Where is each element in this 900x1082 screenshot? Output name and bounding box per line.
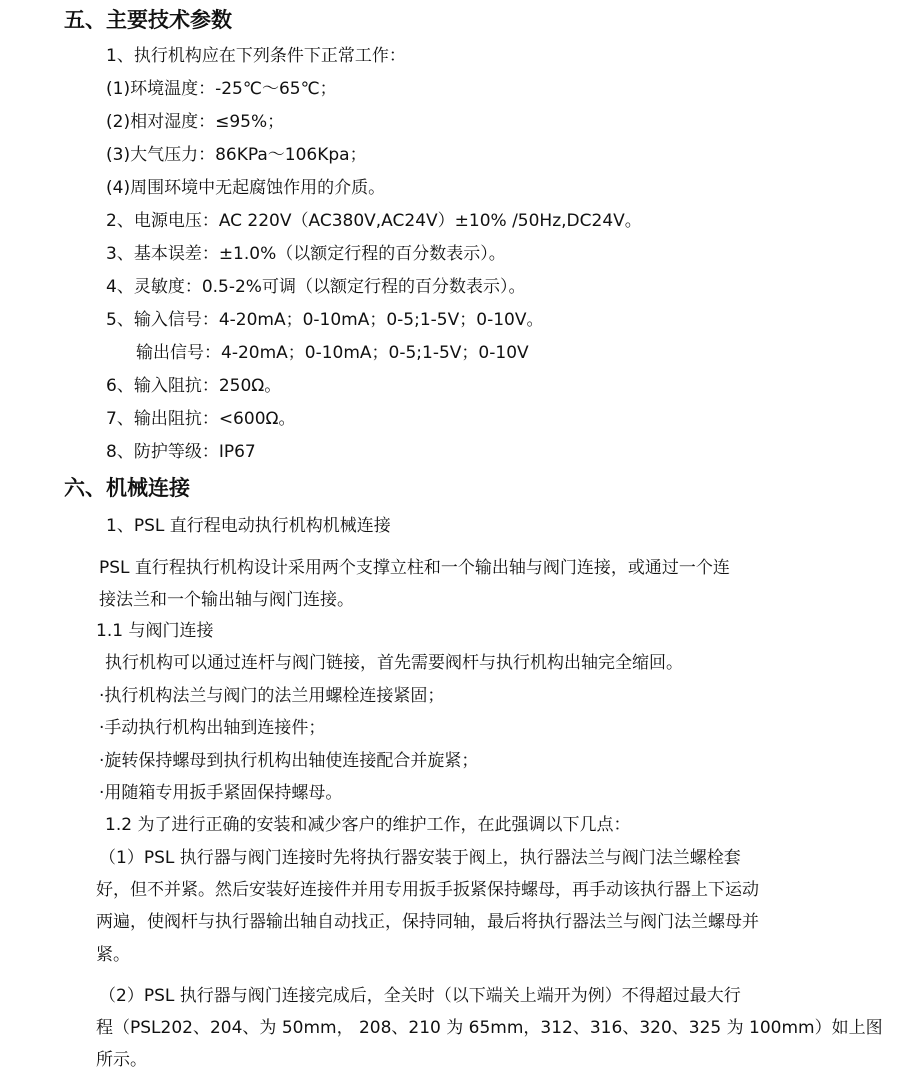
text-line: 程（PSL202、204、为 50mm， 208、210 为 65mm，312、316、320、325 为 100mm）如上图 xyxy=(96,1018,883,1038)
list-item: ·手动执行机构出轴到连接件； xyxy=(99,718,326,738)
section-heading-6: 六、机械连接 xyxy=(64,476,190,500)
text-line: 所示。 xyxy=(96,1050,147,1070)
text-line: （2）PSL 执行器与阀门连接完成后，全关时（以下端关上端开为例）不得超过最大行 xyxy=(99,986,741,1006)
text-line: 两遍，使阀杆与执行器输出轴自动找正，保持同轴，最后将执行器法兰与阀门法兰螺母并 xyxy=(96,912,759,932)
text-line: (1)环境温度：-25℃～65℃； xyxy=(106,79,337,99)
text-line: 好，但不并紧。然后安装好连接件并用专用扳手扳紧保持螺母，再手动该执行器上下运动 xyxy=(96,880,759,900)
text-line: 接法兰和一个输出轴与阀门连接。 xyxy=(99,590,354,610)
text-line: 1、执行机构应在下列条件下正常工作： xyxy=(106,46,406,66)
text-line: 执行机构可以通过连杆与阀门链接，首先需要阀杆与执行机构出轴完全缩回。 xyxy=(105,653,683,673)
text-line: （1）PSL 执行器与阀门连接时先将执行器安装于阀上，执行器法兰与阀门法兰螺栓套 xyxy=(99,848,741,868)
text-line: (2)相对湿度：≤95%； xyxy=(106,112,285,132)
text-line: 7、输出阻抗：<600Ω。 xyxy=(106,409,296,429)
text-line: 输出信号：4-20mA；0-10mA；0-5;1-5V；0-10V xyxy=(136,343,529,363)
list-item: ·旋转保持螺母到执行机构出轴使连接配合并旋紧； xyxy=(99,751,479,771)
text-line: (3)大气压力：86KPa～106Kpa； xyxy=(106,145,367,165)
text-line: 3、基本误差：±1.0%（以额定行程的百分数表示）。 xyxy=(106,244,506,264)
list-item: ·执行机构法兰与阀门的法兰用螺栓连接紧固； xyxy=(99,686,445,706)
text-line: 紧。 xyxy=(96,945,130,965)
text-line: 5、输入信号：4-20mA；0-10mA；0-5;1-5V；0-10V。 xyxy=(106,310,544,330)
text-line: (4)周围环境中无起腐蚀作用的介质。 xyxy=(106,178,386,198)
text-line: 8、防护等级：IP67 xyxy=(106,442,256,462)
text-line: 6、输入阻抗：250Ω。 xyxy=(106,376,282,396)
text-line: PSL 直行程执行机构设计采用两个支撑立柱和一个输出轴与阀门连接，或通过一个连 xyxy=(99,558,730,578)
text-line: 2、电源电压：AC 220V（AC380V,AC24V）±10% /50Hz,DC24V。 xyxy=(106,211,642,231)
text-line: 1.1 与阀门连接 xyxy=(96,621,214,641)
list-item: ·用随箱专用扳手紧固保持螺母。 xyxy=(99,783,343,803)
text-line: 1、PSL 直行程电动执行机构机械连接 xyxy=(106,516,391,536)
text-line: 1.2 为了进行正确的安装和减少客户的维护工作，在此强调以下几点： xyxy=(105,815,631,835)
text-line: 4、灵敏度：0.5-2%可调（以额定行程的百分数表示）。 xyxy=(106,277,526,297)
section-heading-5: 五、主要技术参数 xyxy=(64,8,232,32)
